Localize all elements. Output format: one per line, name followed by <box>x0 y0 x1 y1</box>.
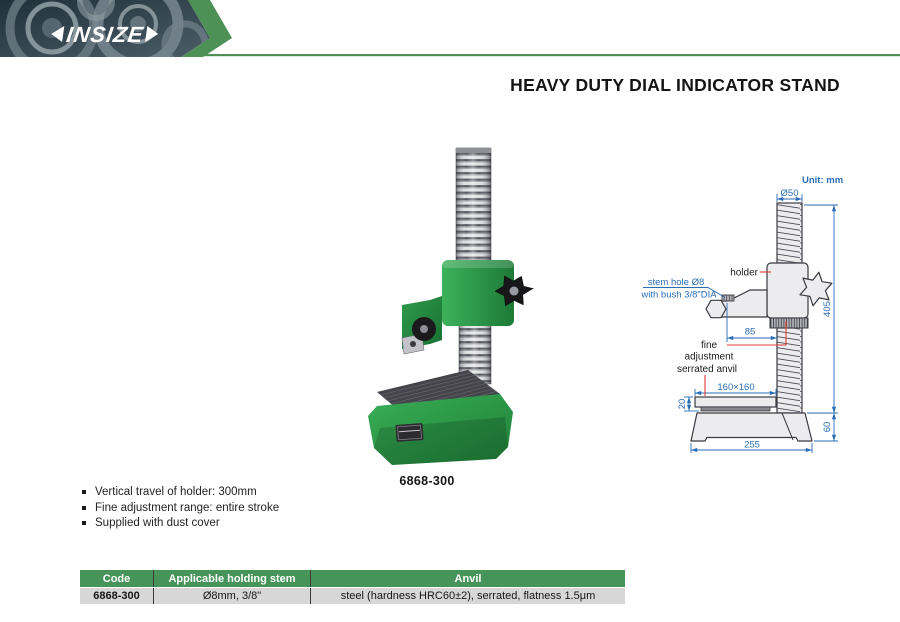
svg-text:160×160: 160×160 <box>717 382 755 393</box>
svg-text:85: 85 <box>744 326 756 338</box>
photo-upper-column <box>456 148 491 270</box>
dim-column-dia <box>777 188 802 202</box>
bullet-square-icon <box>82 490 86 494</box>
label-holder <box>730 268 771 279</box>
header-holding-stem: Applicable holding stem <box>153 570 310 587</box>
spec-table <box>80 570 625 604</box>
svg-text:fine: fine <box>700 340 718 351</box>
feature-text: Vertical travel of holder: 300mm <box>95 486 257 498</box>
svg-text:255: 255 <box>744 439 760 451</box>
svg-text:adjustment: adjustment <box>684 351 734 363</box>
page-title: HEAVY DUTY DIAL INDICATOR STAND <box>510 75 840 95</box>
diagram-anvil <box>695 397 776 411</box>
diagram-lower-column <box>777 328 802 413</box>
unit-note: Unit: mm <box>802 175 844 186</box>
brand-banner <box>0 0 900 62</box>
feature-item <box>82 501 279 517</box>
svg-text:stem hole Ø8: stem hole Ø8 <box>647 277 705 288</box>
photo-base <box>368 394 513 465</box>
product-photo <box>355 128 535 488</box>
diagram-base <box>691 413 812 441</box>
feature-text: Fine adjustment range: entire stroke <box>95 501 280 514</box>
cell-code: 6868-300 <box>93 590 140 602</box>
feature-item <box>82 485 279 501</box>
diagram-fine-adjust-ring <box>770 318 808 328</box>
spec-table-data-row <box>80 588 625 604</box>
photo-name-plate <box>395 423 423 442</box>
svg-text:with bush 3/8"DIA: with bush 3/8"DIA <box>641 289 717 301</box>
header-code: Code <box>102 572 131 585</box>
diagram-upper-column <box>777 203 802 263</box>
dim-base-width <box>691 440 812 454</box>
diagram-stem-bush <box>722 295 734 301</box>
svg-text:405: 405 <box>822 301 833 317</box>
dimension-diagram <box>615 165 900 465</box>
dim-base-height <box>814 413 838 441</box>
photo-arm <box>402 296 442 354</box>
label-stem-hole <box>640 277 725 301</box>
svg-text:holder: holder <box>730 267 758 279</box>
spec-table-header-row <box>80 570 625 587</box>
svg-text:20: 20 <box>677 398 688 410</box>
bullet-square-icon <box>82 521 86 525</box>
feature-item <box>82 516 279 532</box>
logo-text: INSIZE <box>64 22 146 47</box>
diagram-hex-end <box>706 300 726 317</box>
dim-anvil-size <box>695 382 776 396</box>
svg-text:60: 60 <box>822 421 833 433</box>
product-code-caption: 6868-300 <box>399 474 455 488</box>
svg-text:serrated anvil: serrated anvil <box>677 364 738 375</box>
bullet-square-icon <box>82 506 86 510</box>
svg-text:Ø50: Ø50 <box>780 188 799 199</box>
cell-holding-stem: Ø8mm, 3/8" <box>153 588 310 604</box>
photo-clamp-knob-icon <box>412 317 436 341</box>
diagram-holder-block <box>767 263 808 318</box>
cell-anvil: steel (hardness HRC60±2), serrated, flatness 1.5μm <box>310 588 625 604</box>
feature-text: Supplied with dust cover <box>95 517 220 529</box>
header-anvil: Anvil <box>310 570 625 587</box>
feature-list <box>82 485 279 532</box>
dim-total-height <box>804 205 838 413</box>
header-rule <box>201 54 900 56</box>
